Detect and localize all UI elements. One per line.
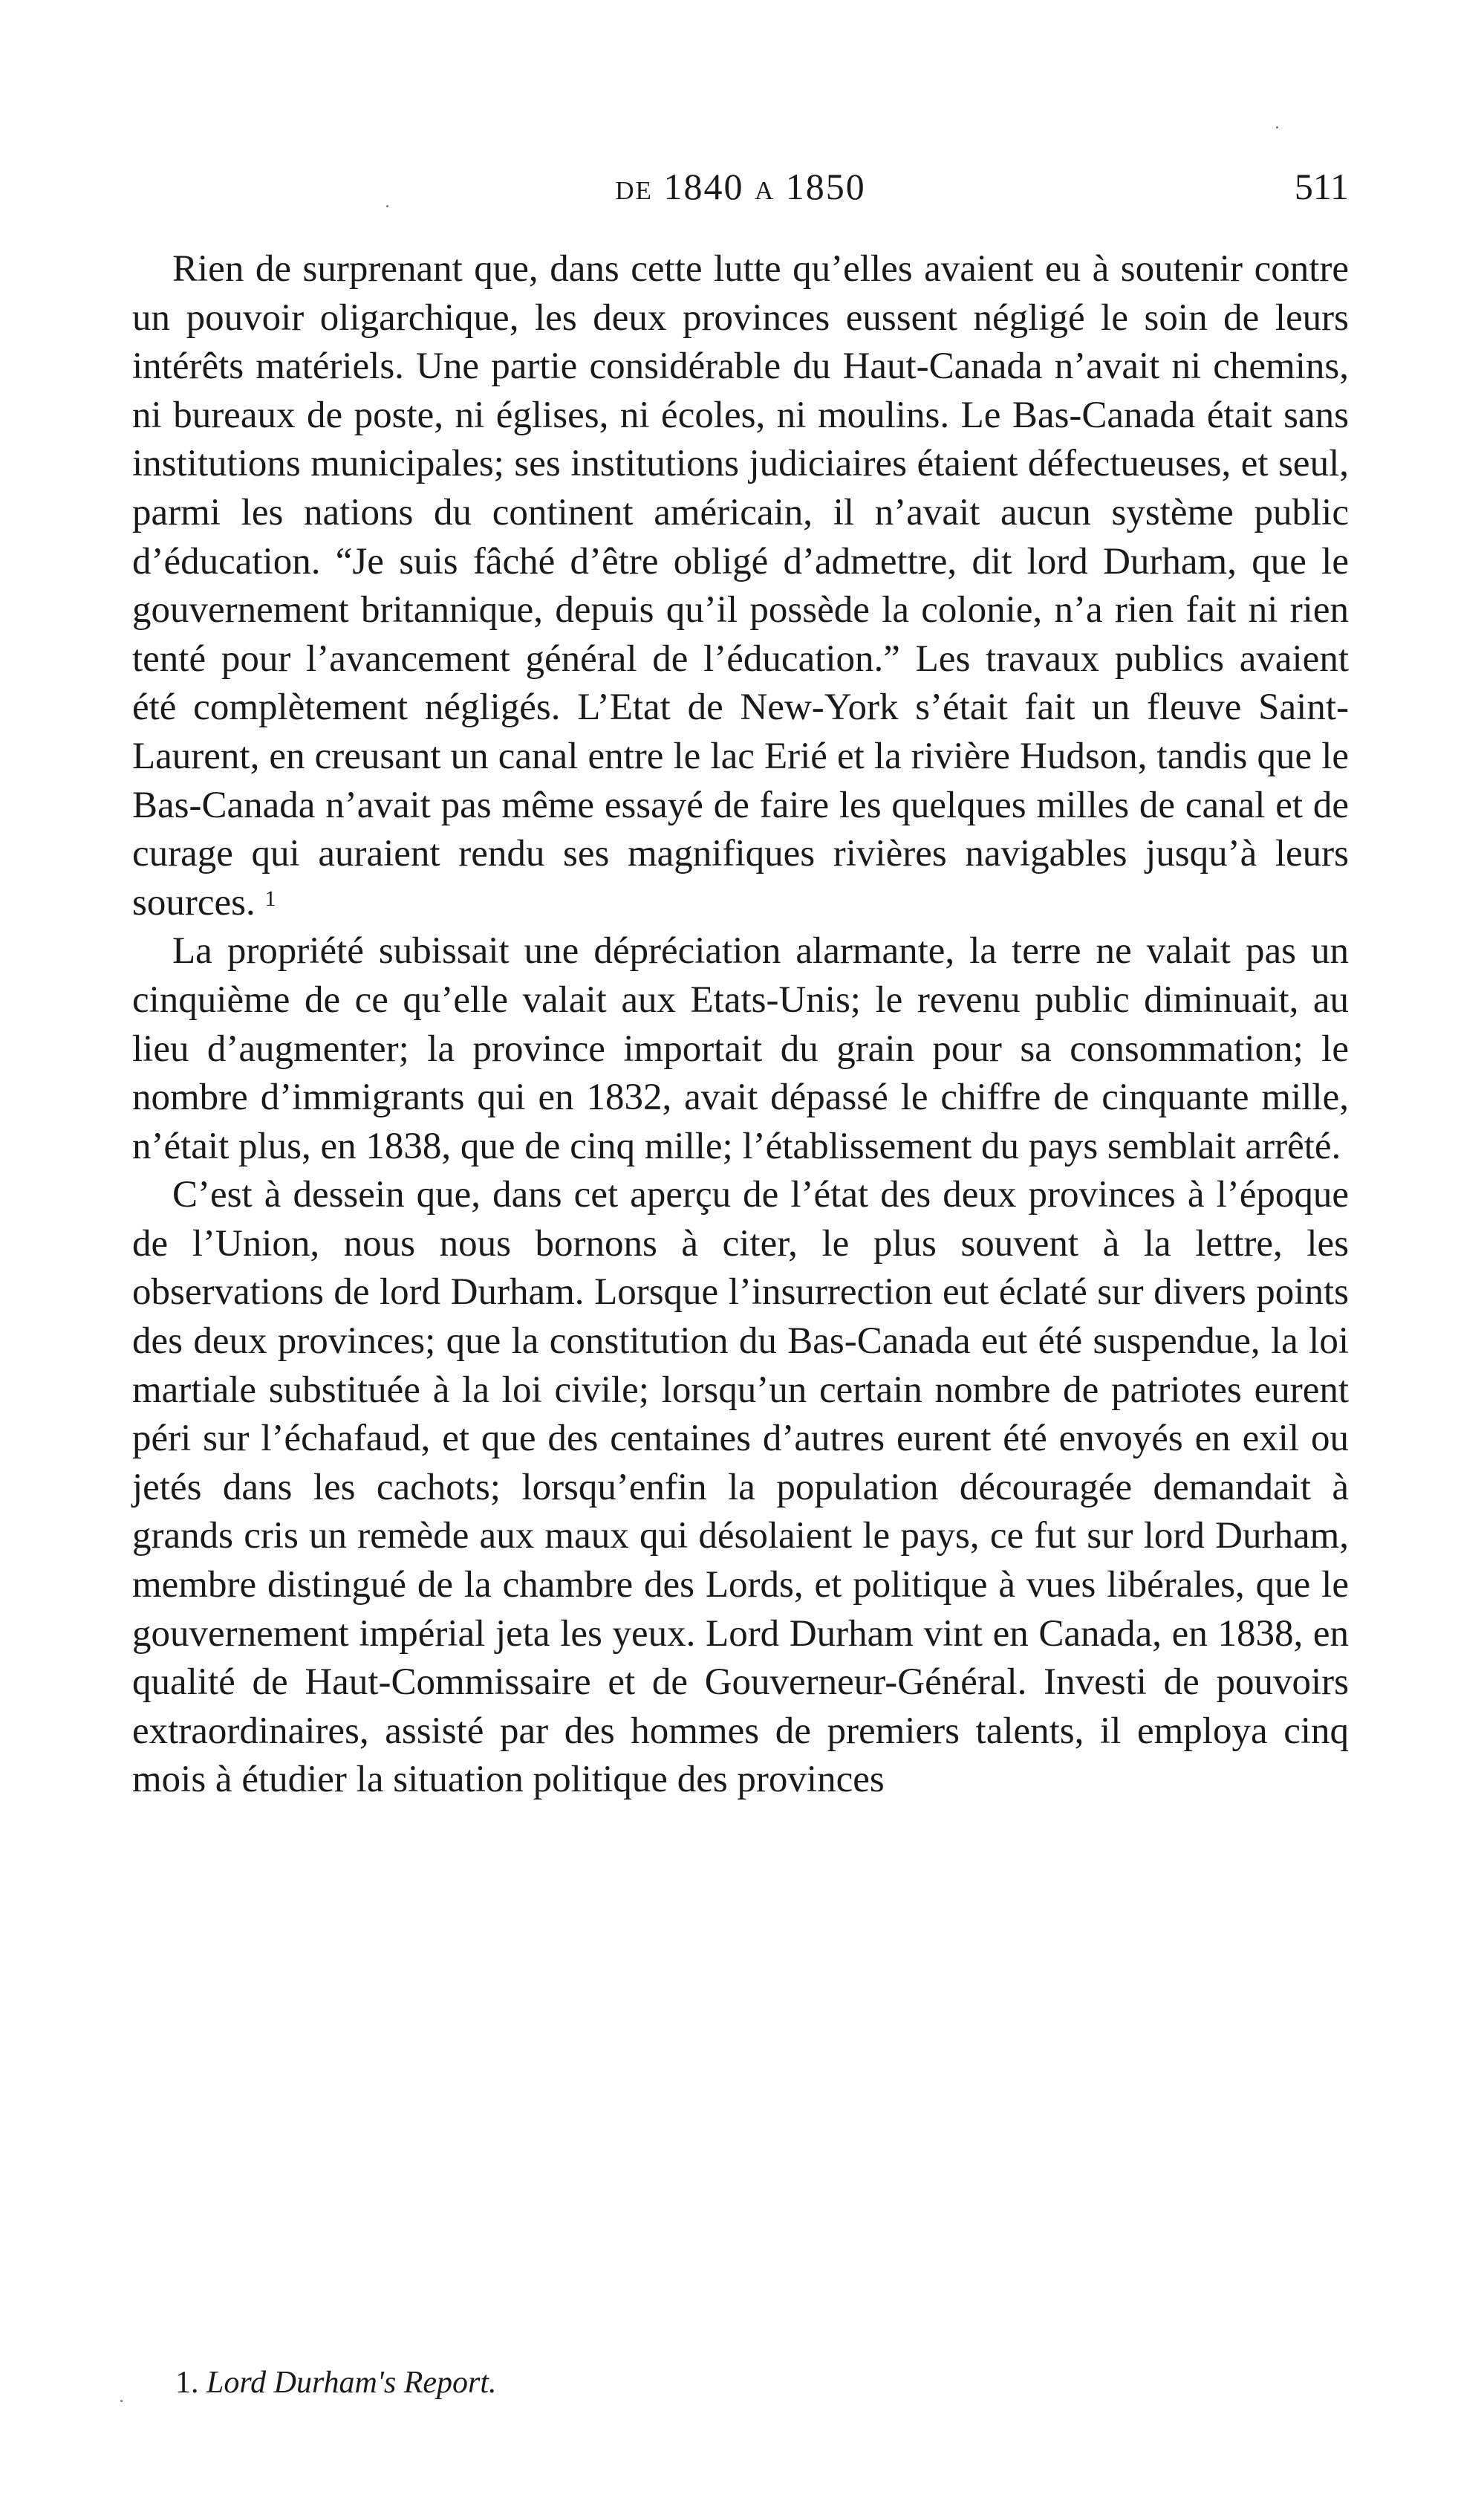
paragraph-text: La propriété subissait une dépréciation alarmante, la terre ne valait pas un cinquième de ce qu’elle valait aux Etats-Unis; le revenu public diminuait, au lieu d’augmenter; la province importait du grain pour sa consommation; le nombre d’immigrants qui en 1832, avait dépassé le chiffre de cinquante mille, n’était plus, en 1838, que de cinq mille; l’établissement du pays semblait arrêté. <box>132 930 1349 1167</box>
paper-speck <box>120 2400 123 2402</box>
footnote-number: 1. <box>175 2366 199 2400</box>
footnote-reference: 1 <box>264 886 276 911</box>
footnote <box>175 2365 1289 2401</box>
body-text <box>132 245 1349 1805</box>
running-header <box>132 165 1349 210</box>
title-connector: a <box>754 166 775 207</box>
title-start-year: 1840 <box>663 166 744 207</box>
title-prefix: de <box>615 166 653 207</box>
title-end-year: 1850 <box>785 166 866 207</box>
page-number: 511 <box>1294 166 1349 207</box>
paragraph <box>132 927 1349 1171</box>
running-title <box>132 165 1349 208</box>
paragraph-text: Rien de surprenant que, dans cette lutte qu’elles avaient eu à soutenir contre un pouvoir oligarchique, les deux provinces eussent négligé le soin de leurs intérêts matériels. Une partie considérable du Haut-Canada n’avait ni chemins, ni bureaux de poste, ni églises, ni écoles, ni moulins. Le Bas-Canada était sans institutions municipales; ses institutions judiciaires étaient défectueuses, et seul, parmi les nations du continent américain, il n’avait aucun système public d’éducation. “Je suis fâché d’être obligé d’admettre, dit lord Durham, que le gouvernement britannique, depuis qu’il possède la colonie, n’a rien fait ni rien tenté pour l’avancement général de l’éducation.” Les travaux publics avaient été complètement négligés. L’Etat de New-York s’était fait un fleuve Saint-Laurent, en creusant un canal entre le lac Erié et la rivière Hudson, tandis que le Bas-Canada n’avait pas même essayé de faire les quelques milles de canal et de curage qui auraient rendu ses magnifiques rivières navigables jusqu’à leurs sources. <box>132 248 1349 924</box>
paragraph-text: C’est à dessein que, dans cet aperçu de l’état des deux provinces à l’époque de l’Union, nous nous bornons à citer, le plus souvent à la lettre, les observations de lord Durham. Lorsque l’insurrection eut éclaté sur divers points des deux provinces; que la constitution du Bas-Canada eut été suspendue, la loi martiale substituée à la loi civile; lorsqu’un certain nombre de patriotes eurent péri sur l’échafaud, et que des centaines d’autres eurent été envoyés en exil ou jetés dans les cachots; lorsqu’enfin la population découragée demandait à grands cris un remède aux maux qui désolaient le pays, ce fut sur lord Durham, membre distingué de la chambre des Lords, et politique à vues libérales, que le gouvernement impérial jeta les yeux. Lord Durham vint en Canada, en 1838, en qualité de Haut-Commissaire et de Gouverneur-Général. Investi de pouvoirs extraordinaires, assisté par des hommes de premiers talents, il employa cinq mois à étudier la situation politique des provinces <box>132 1174 1349 1801</box>
paper-speck <box>1276 126 1278 129</box>
paragraph <box>132 1171 1349 1805</box>
footnote-title: Lord Durham's Report. <box>206 2366 497 2400</box>
paper-speck <box>386 205 388 207</box>
paragraph <box>132 245 1349 927</box>
